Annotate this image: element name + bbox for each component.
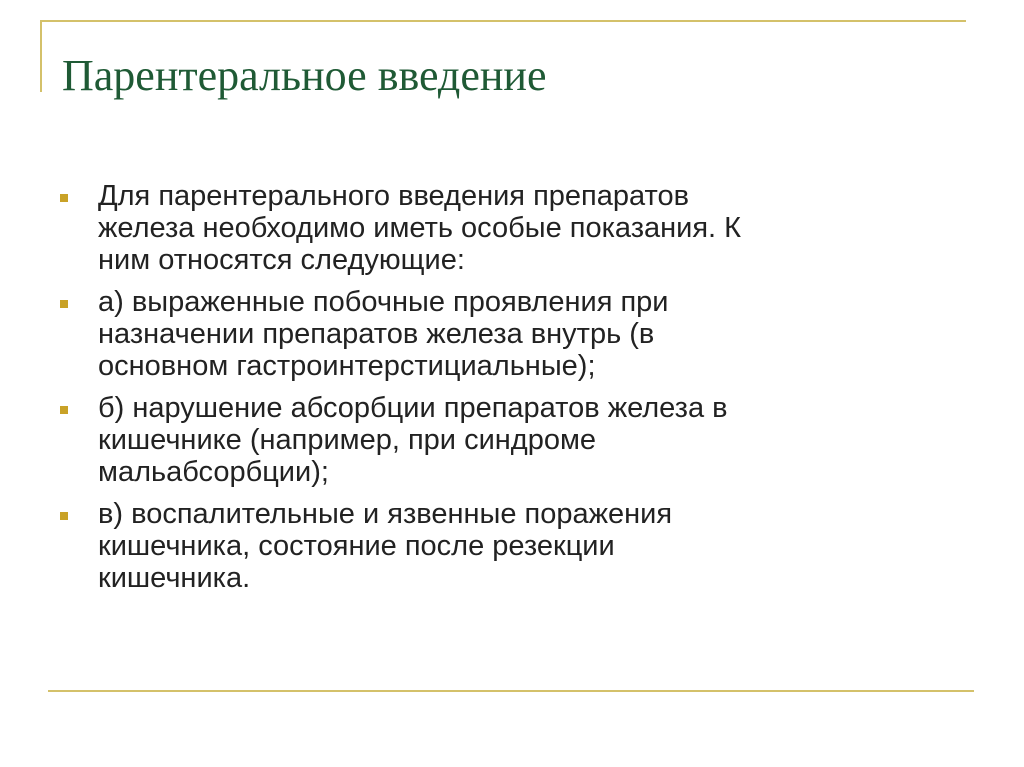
- bottom-rule: [48, 690, 974, 692]
- bullet-text: а) выраженные побочные проявления при назначении препаратов железа внутрь (в основном гастроинтерстициальные);: [98, 286, 669, 382]
- top-rule: [40, 20, 966, 22]
- square-bullet-icon: [60, 512, 68, 520]
- left-rule: [40, 20, 42, 92]
- bullet-text: в) воспалительные и язвенные поражения кишечника, состояние после резекции кишечника.: [98, 498, 673, 594]
- bullet-item-v: [60, 498, 960, 594]
- square-bullet-icon: [60, 406, 68, 414]
- bullet-text: б) нарушение абсорбции препаратов железа в кишечнике (например, при синдроме мальабсорбции);: [98, 392, 728, 488]
- bullet-item-a: [60, 286, 960, 382]
- bullet-item-b: [60, 392, 960, 488]
- bullet-item-indications: [60, 180, 960, 276]
- square-bullet-icon: [60, 194, 68, 202]
- square-bullet-icon: [60, 300, 68, 308]
- bullet-list: [60, 180, 960, 604]
- bullet-text: Для парентерального введения препаратов железа необходимо иметь особые показания. К ним относятся следующие:: [98, 180, 742, 276]
- slide-title: Парентеральное введение: [62, 51, 547, 100]
